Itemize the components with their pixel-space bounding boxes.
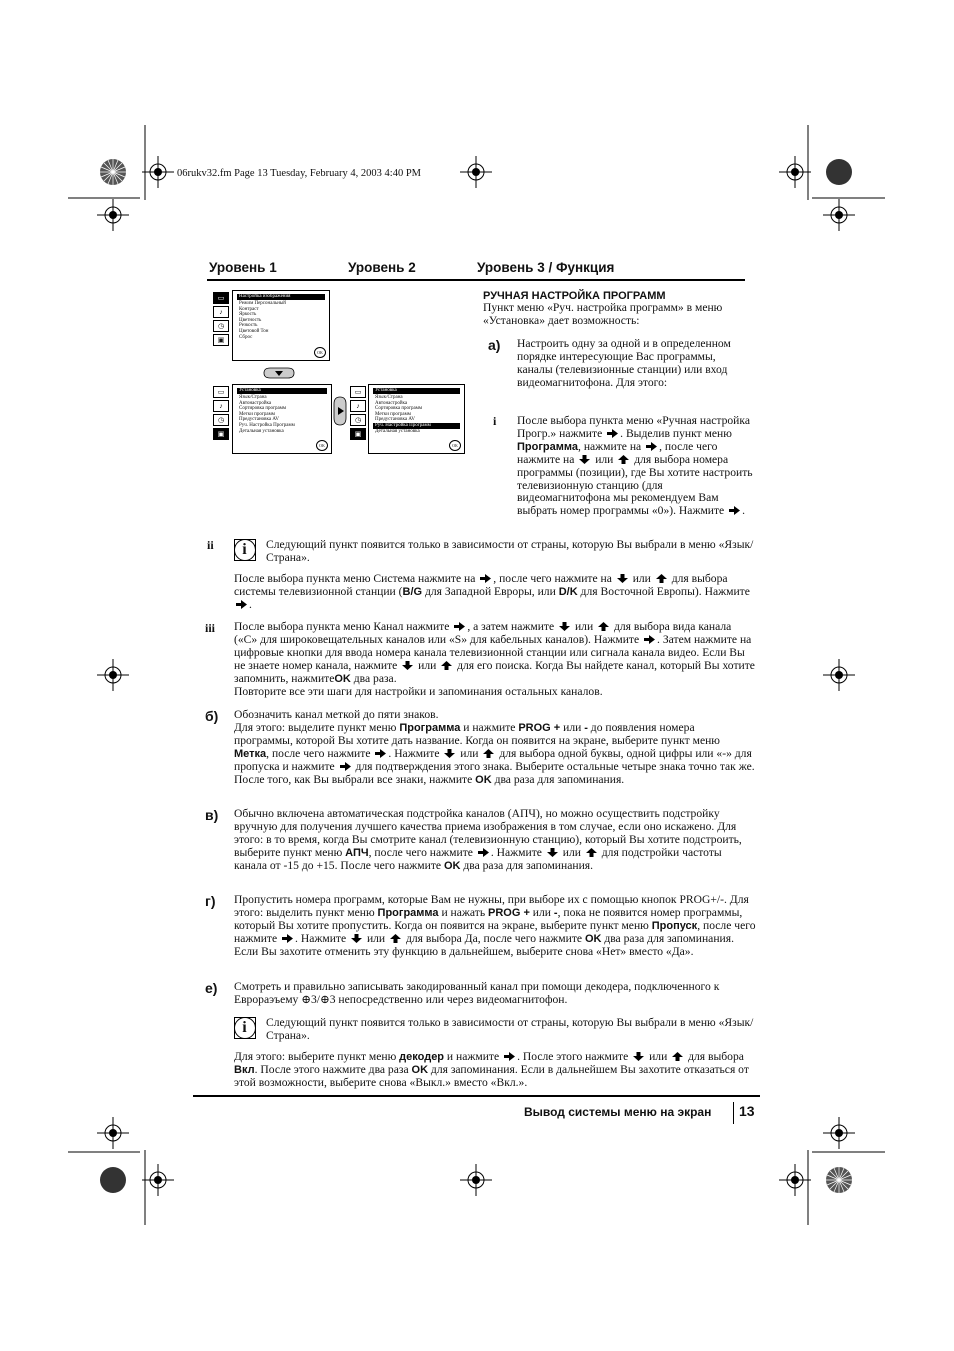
- arrow-up-icon: [390, 934, 401, 943]
- menu2-item: Метки программ: [239, 411, 275, 417]
- arrow-up-icon: [441, 661, 452, 670]
- arrow-right-icon: [282, 934, 293, 943]
- menu3-item: Метки программ: [375, 411, 411, 417]
- item-iii-label: iii: [205, 621, 216, 635]
- file-header: 06rukv32.fm Page 13 Tuesday, February 4, 2003 4:40 PM: [177, 168, 422, 179]
- arrow-down-icon: [579, 455, 590, 464]
- arrow-right-icon: [504, 1052, 515, 1061]
- menu2-item: Автонастройка: [239, 400, 272, 406]
- item-e-text2: Для этого: выберите пункт меню декодер и нажмите . После этого нажмите или для выбора Вкл. После этого нажмите два раза OK для запоминания. Если в дальнейшем Вы захотите отказаться от этой возможности, выберите снова «Выкл.» вместо «Вкл.».: [234, 1050, 749, 1089]
- item-g-text: Пропустить номера программ, которые Вам не нужны, при выборе их с помощью кнопок PROG+/-. Для этого: выделить пункт меню Программа и нажать PROG + или -, пока не появится номер программы, который Вы хотите пропустить. Когда он появится на экране, выберите пункт меню Пропуск, после чего нажмите . Нажмите или для выбора Да, после чего нажмите OK два раза для запоминания. Если Вы захотите отменить эту функцию в дальнейшем, выберите снова «Нет» вместо «Да».: [234, 893, 756, 958]
- arrow-down-icon: [402, 661, 413, 670]
- menu2-item: Руч. Настройка Программ: [239, 422, 295, 428]
- setup-icon: ▣: [213, 428, 229, 440]
- item-e-text: Смотреть и правильно записывать закодированный канал при помощи декодера, подключенного к Еврораэъему ⊕3/⊕3 непосредственно или через видеомагнитофон.: [234, 980, 720, 1006]
- item-a-label: а): [488, 337, 501, 353]
- timer-icon: ◷: [213, 320, 229, 332]
- item-i-text: После выбора пункта меню «Ручная настройка Прогр.» нажмите . Выделив пункт меню Программа, нажмите на , после чего нажмите на или для выбора номера программы (позиции), где Вы хотите настроить телевизионную станцию (для видеомагнитофона мы рекомендуем Вам выбрать номер программы «0»). Нажмите .: [517, 414, 753, 518]
- item-a-text: Настроить одну за одной и в определенном порядке интересующие Вас программы, каналы (телевизионные станции) или вход видеомагнитофона. Для этого:: [517, 337, 731, 389]
- item-b-text: Обозначить канал меткой до пяти знаков. Для этого: выделите пункт меню Программа и нажмите PROG + или - до появления номера программы, которой Вы хотите дать название. Когда он появится на экране, выберите пункт меню Метка, после чего нажмите . Нажмите или для выбора одной буквы, одной цифры или «-» для пропуска и нажмите для подтверждения этого знака. Выберите остальные четыре знака точно так же. После того, как Вы выбрали все знаки, нажмите OK два раза для запоминания.: [234, 708, 755, 786]
- menu2-icon-column: [213, 386, 229, 442]
- arrow-down-icon: [633, 1052, 644, 1061]
- menu3-item: Автонастройка: [375, 400, 408, 406]
- item-e-note: Следующий пункт появится только в зависимости от страны, которую Вы выбрали в меню «Язык/Страна».: [266, 1016, 754, 1042]
- picture-icon: ▭: [350, 386, 366, 398]
- ok-icon: OK: [449, 440, 461, 451]
- arrow-down-icon: [444, 749, 455, 758]
- arrow-up-icon: [672, 1052, 683, 1061]
- footer-rule: [193, 1095, 760, 1097]
- euro-connector-icon: ⊕3/⊕3: [301, 992, 336, 1006]
- arrow-right-icon: [480, 574, 491, 583]
- arrow-right-icon: [607, 429, 618, 438]
- item-ii-note: Следующий пункт появится только в зависимости от страны, которую Вы выбрали в меню «Язык/Страна».: [266, 538, 754, 564]
- arrow-down-icon: [559, 622, 570, 631]
- menu3-icon-column: [350, 386, 366, 442]
- level-2-heading: Уровень 2: [348, 260, 416, 275]
- setup-icon: ▣: [350, 428, 366, 440]
- arrow-down-icon: [547, 848, 558, 857]
- menu3-item: Сортировка программ: [375, 406, 423, 412]
- arrow-up-icon: [586, 848, 597, 857]
- menu1-item: Цветовой Тон: [239, 328, 269, 334]
- arrow-right-icon: [454, 622, 465, 631]
- footer-divider: [733, 1102, 734, 1124]
- arrow-up-icon: [483, 749, 494, 758]
- arrow-up-icon: [618, 455, 629, 464]
- item-g-label: г): [205, 893, 216, 909]
- picture-icon: ▭: [213, 386, 229, 398]
- ok-icon: OK: [314, 347, 326, 358]
- info-icon: i: [234, 1017, 256, 1039]
- menu3-item: Детальная установка: [375, 428, 420, 434]
- arrow-down-icon: [617, 574, 628, 583]
- page-number: 13: [739, 1103, 755, 1119]
- menu3-screen: [368, 384, 465, 454]
- menu3-item: Язык/Страна: [375, 395, 403, 400]
- timer-icon: ◷: [350, 414, 366, 426]
- arrow-right-icon: [478, 848, 489, 857]
- menu1-item: Резкость: [239, 323, 258, 329]
- arrow-up-icon: [656, 574, 667, 583]
- arrow-up-icon: [598, 622, 609, 631]
- arrow-right-icon: [375, 749, 386, 758]
- menu1-title: Настройка изображения: [237, 294, 325, 300]
- item-ii-label: ii: [207, 538, 214, 552]
- arrow-right-icon: [644, 635, 655, 644]
- arrow-right-icon: [236, 600, 247, 609]
- menu3-item: Предустановка AV: [375, 417, 415, 423]
- sound-icon: ♪: [213, 306, 229, 318]
- menu2-item: Сортировка программ: [239, 406, 287, 412]
- menu2-item: Язык/Страна: [239, 395, 267, 400]
- item-e-label: е): [205, 980, 218, 996]
- timer-icon: ◷: [213, 414, 229, 426]
- menu1-icon-column: [213, 292, 229, 348]
- menu2-item: Предустановка AV: [239, 417, 279, 423]
- menu2-title: Установка: [237, 388, 327, 394]
- item-b-label: б): [205, 708, 219, 724]
- arrow-right-icon: [729, 506, 740, 515]
- level-1-heading: Уровень 1: [209, 260, 277, 275]
- item-i-label: i: [493, 414, 497, 428]
- menu2-item: Детальная установка: [239, 428, 284, 434]
- down-button-icon: [262, 366, 296, 380]
- menu3-item-selected: Руч. Настройка Программ: [373, 423, 460, 429]
- item-v-label: в): [205, 807, 219, 823]
- setup-icon: ▣: [213, 334, 229, 346]
- menu1-item: Контраст: [239, 306, 259, 312]
- menu1-item: Сброс: [239, 334, 253, 340]
- ok-icon: OK: [316, 440, 328, 451]
- arrow-right-icon: [340, 762, 351, 771]
- arrow-down-icon: [351, 934, 362, 943]
- item-v-text: Обычно включена автоматическая подстройка каналов (АПЧ), но можно осуществить подстройку вручную для получения лучшего качества приема изображения в том случае, если оно искажено. Для этого: в то время, когда Вы смотрите канал (телевизионную станцию), который Вы хотите подстроить, выберите пункт меню АПЧ, после чего нажмите . Нажмите или для подстройки частоты канала от -15 до +15. После чего нажмите OK два раза для запоминания.: [234, 807, 742, 872]
- menu1-item: Цветность: [239, 317, 262, 323]
- arrow-right-icon: [646, 442, 657, 451]
- right-button-icon: [333, 396, 347, 426]
- sound-icon: ♪: [213, 400, 229, 412]
- menu1-screen: [232, 290, 330, 361]
- menu1-item: Режим Персональный: [239, 301, 286, 306]
- section-intro: Пункт меню «Руч. настройка программ» в меню «Установка» дает возможность:: [483, 301, 723, 327]
- picture-icon: ▭: [213, 292, 229, 304]
- menu2-screen: [232, 384, 332, 454]
- level-3-heading: Уровень 3 / Функция: [477, 260, 615, 275]
- info-icon: i: [234, 539, 256, 561]
- item-ii-text: После выбора пункта меню Система нажмите на , после чего нажмите на или для выбора системы телевизионной станции (B/G для Западной Евроры, или D/K для Восточной Европы). Нажмите .: [234, 572, 750, 611]
- item-iii-text: После выбора пункта меню Канал нажмите , а затем нажмите или для выбора вида канала («С» для широковещательных каналов или «S» для кабельных каналов). Нажмите . Затем нажмите на цифровые кнопки для ввода номера канала телевизионной станции или сигнала канала видео. Если Вы не знаете номер канала, нажмите или для его поиска. Когда Вы найдете канал, который Вы хотите запомнить, нажмитеOK два раза. Повторите все эти шаги для настройки и запоминания остальных каналов.: [234, 620, 755, 698]
- menu3-title: Установка: [373, 388, 460, 394]
- section-title: РУЧНАЯ НАСТРОЙКА ПРОГРАММ: [483, 290, 666, 302]
- heading-rule: [207, 279, 745, 281]
- sound-icon: ♪: [350, 400, 366, 412]
- menu1-item: Яркость: [239, 312, 257, 318]
- footer-title: Вывод системы меню на экран: [524, 1105, 712, 1119]
